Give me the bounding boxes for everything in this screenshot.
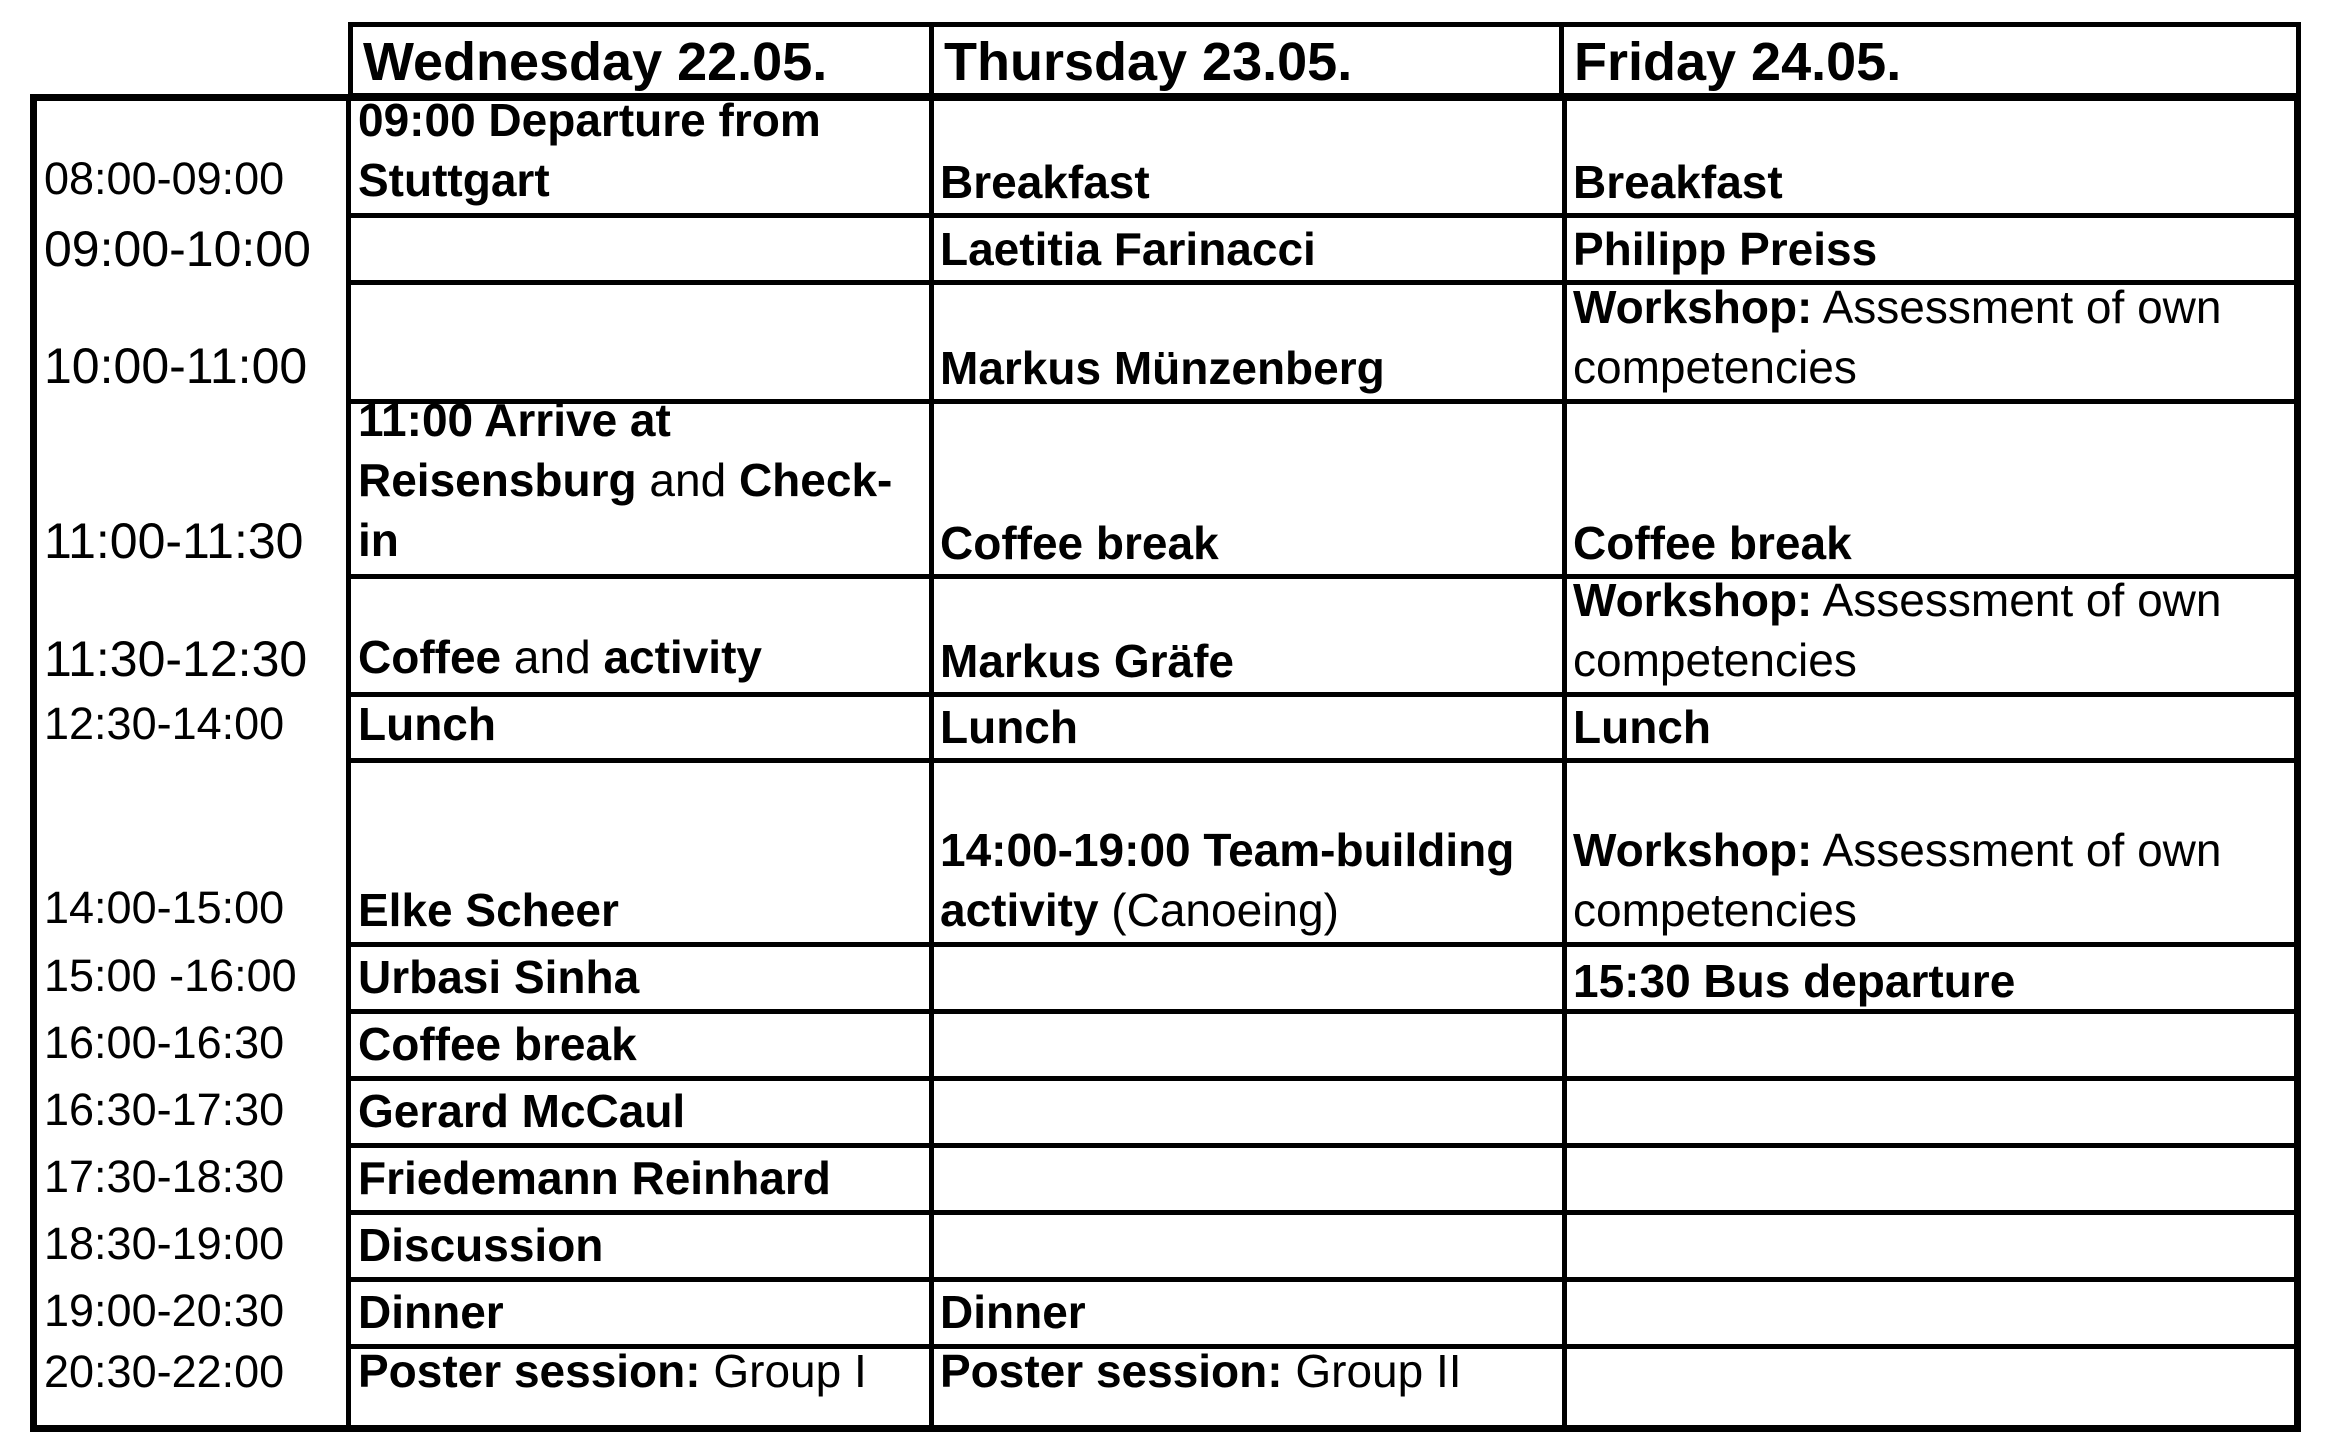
time-label: 14:00-15:00	[44, 882, 285, 933]
thu-team-building: 14:00-19:00 Team-building activity (Canoeing)	[940, 824, 1515, 936]
time-label: 08:00-09:00	[44, 153, 285, 204]
fri-bus-departure: 15:30 Bus departure	[1573, 955, 2016, 1007]
header-wednesday: Wednesday 22.05.	[348, 22, 934, 98]
time-label: 11:00-11:30	[44, 513, 304, 569]
wed-coffee-activity: Coffee and activity	[358, 631, 762, 683]
wed-coffee-break: Coffee break	[358, 1018, 637, 1070]
grid-line	[348, 758, 2301, 763]
time-label: 20:30-22:00	[44, 1346, 285, 1397]
grid-line	[929, 94, 934, 1432]
thu-dinner: Dinner	[940, 1286, 1086, 1338]
wed-lunch: Lunch	[358, 698, 496, 750]
fri-breakfast: Breakfast	[1573, 156, 1783, 208]
fri-workshop: Workshop: Assessment of own competencies	[1573, 574, 2222, 686]
header-thursday: Thursday 23.05.	[929, 22, 1564, 98]
wed-arrive: 11:00 Arrive at Reisensburg and Check- in	[358, 394, 893, 566]
wed-departure: 09:00 Departure from Stuttgart	[358, 94, 821, 206]
time-label: 18:30-19:00	[44, 1218, 285, 1269]
grid-line	[348, 942, 2301, 947]
wed-speaker: Elke Scheer	[358, 884, 619, 936]
fri-speaker: Philipp Preiss	[1573, 223, 1878, 275]
wed-discussion: Discussion	[358, 1219, 604, 1271]
header-friday: Friday 24.05.	[1559, 22, 2301, 98]
time-label: 11:30-12:30	[44, 631, 308, 687]
fri-coffee-break: Coffee break	[1573, 517, 1852, 569]
time-label: 12:30-14:00	[44, 698, 285, 749]
grid-line	[348, 1277, 2301, 1282]
time-label: 10:00-11:00	[44, 338, 308, 394]
time-label: 19:00-20:30	[44, 1285, 285, 1336]
time-label: 09:00-10:00	[44, 221, 311, 277]
wed-speaker: Gerard McCaul	[358, 1085, 686, 1137]
thu-speaker: Markus Gräfe	[940, 635, 1235, 687]
time-label: 17:30-18:30	[44, 1151, 285, 1202]
wed-poster-session: Poster session: Group I	[358, 1345, 867, 1397]
thu-lunch: Lunch	[940, 701, 1078, 753]
grid-line	[348, 1210, 2301, 1215]
fri-workshop: Workshop: Assessment of own competencies	[1573, 824, 2222, 936]
time-label: 15:00 -16:00	[44, 950, 297, 1001]
wed-speaker: Friedemann Reinhard	[358, 1152, 831, 1204]
fri-lunch: Lunch	[1573, 701, 1711, 753]
thu-speaker: Laetitia Farinacci	[940, 223, 1316, 275]
grid-line	[348, 213, 2301, 218]
wed-speaker: Urbasi Sinha	[358, 951, 640, 1003]
grid-line	[348, 692, 2301, 697]
wed-dinner: Dinner	[358, 1286, 504, 1338]
time-label: 16:30-17:30	[44, 1084, 285, 1135]
thu-speaker: Markus Münzenberg	[940, 342, 1385, 394]
thu-breakfast: Breakfast	[940, 156, 1150, 208]
thu-poster-session: Poster session: Group II	[940, 1345, 1462, 1397]
time-label: 16:00-16:30	[44, 1017, 285, 1068]
fri-workshop: Workshop: Assessment of own competencies	[1573, 281, 2222, 393]
thu-coffee-break: Coffee break	[940, 517, 1219, 569]
